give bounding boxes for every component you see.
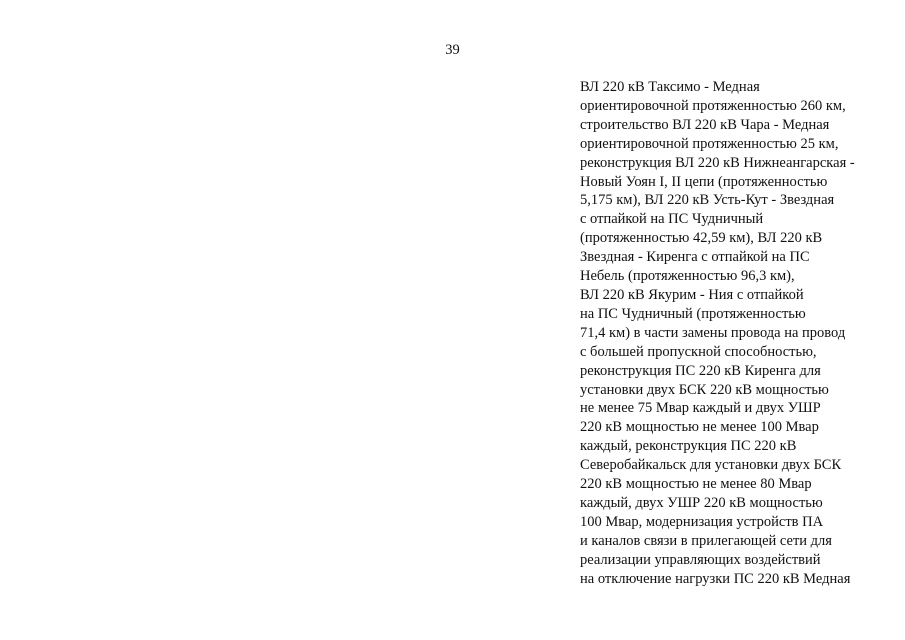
text-line: на отключение нагрузки ПС 220 кВ Медная: [580, 570, 851, 587]
text-line: (протяженностью 42,59 км), ВЛ 220 кВ: [580, 230, 823, 247]
text-line: с большей пропускной способностью,: [580, 343, 817, 360]
text-line: ВЛ 220 кВ Якурим - Ния с отпайкой: [580, 286, 804, 303]
text-line: каждый, двух УШР 220 кВ мощностью: [580, 494, 823, 511]
document-text-column: [580, 78, 900, 588]
text-line: с отпайкой на ПС Чудничный: [580, 211, 764, 228]
text-line: Новый Уоян I, II цепи (протяженностью: [580, 173, 828, 190]
text-line: 220 кВ мощностью не менее 100 Мвар: [580, 419, 819, 436]
text-line: 71,4 км) в части замены провода на провод: [580, 324, 846, 341]
text-line: Небель (протяженностью 96,3 км),: [580, 268, 795, 285]
text-line: не менее 75 Мвар каждый и двух УШР: [580, 400, 821, 417]
text-line: реконструкция ВЛ 220 кВ Нижнеангарская -: [580, 154, 855, 171]
text-line: 5,175 км), ВЛ 220 кВ Усть-Кут - Звездная: [580, 192, 835, 209]
text-line: установки двух БСК 220 кВ мощностью: [580, 381, 829, 398]
text-line: и каналов связи в прилегающей сети для: [580, 532, 832, 549]
text-line: строительство ВЛ 220 кВ Чара - Медная: [580, 116, 830, 133]
text-line: ориентировочной протяженностью 260 км,: [580, 97, 846, 114]
text-line: Северобайкальск для установки двух БСК: [580, 457, 842, 474]
text-line: каждый, реконструкция ПС 220 кВ: [580, 438, 797, 455]
text-line: реконструкция ПС 220 кВ Киренга для: [580, 362, 821, 379]
text-line: 220 кВ мощностью не менее 80 Мвар: [580, 476, 812, 493]
page-number: 39: [445, 42, 460, 58]
text-line: реализации управляющих воздействий: [580, 551, 821, 568]
text-line: 100 Мвар, модернизация устройств ПА: [580, 513, 824, 530]
text-line: ВЛ 220 кВ Таксимо - Медная: [580, 79, 760, 95]
text-line: Звездная - Киренга с отпайкой на ПС: [580, 249, 810, 266]
text-line: на ПС Чудничный (протяженностью: [580, 305, 806, 322]
text-line: ориентировочной протяженностью 25 км,: [580, 135, 839, 152]
